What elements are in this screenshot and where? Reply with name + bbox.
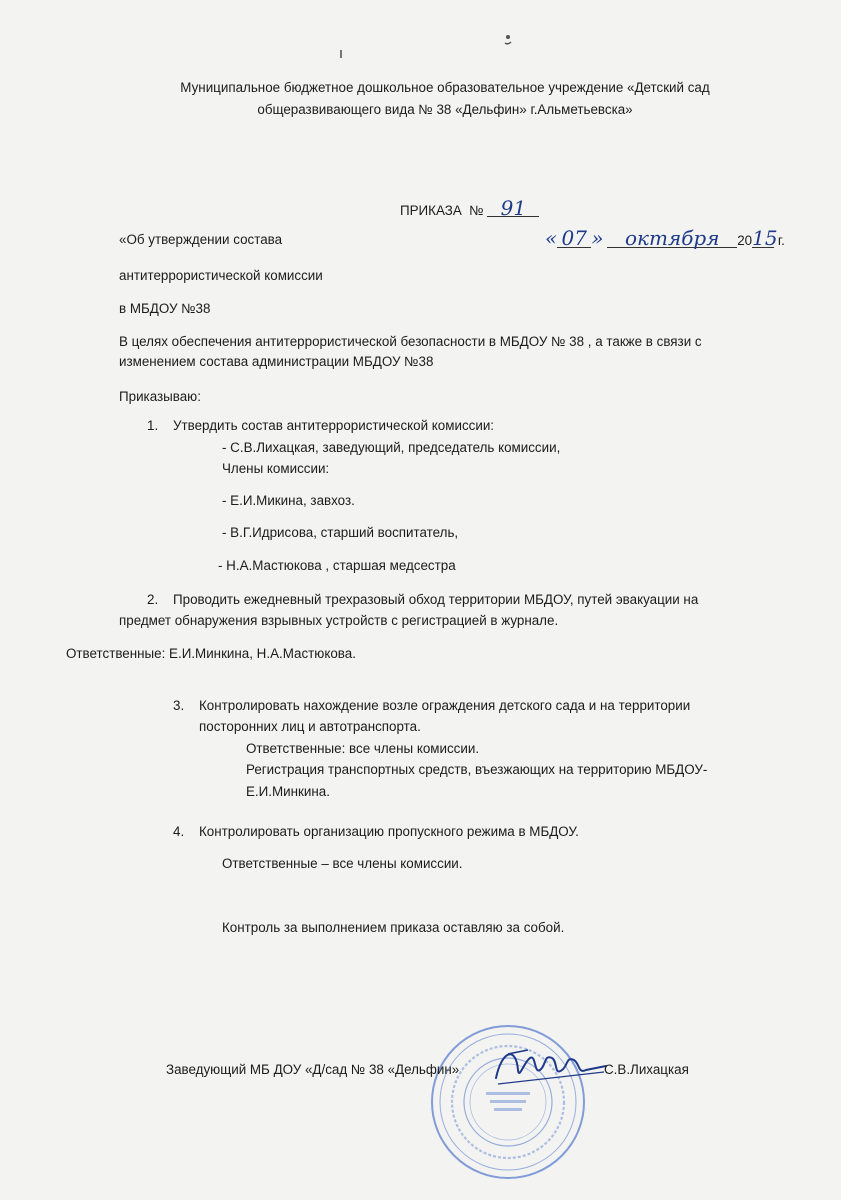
date-year-prefix: 20 xyxy=(737,233,753,248)
item-3-reg-line-2: Е.И.Минкина. xyxy=(246,784,330,799)
date-suffix: г. xyxy=(777,233,785,248)
item-2-responsible: Ответственные: Е.И.Минкина, Н.А.Мастюкова. xyxy=(66,646,356,661)
signature-scribble-icon xyxy=(488,1040,608,1090)
item-4-responsible: Ответственные – все члены комиссии. xyxy=(222,856,463,871)
item-3-line-1: Контролировать нахождение возле ограждения детского сада и на территории xyxy=(199,698,691,713)
order-title: ПРИКАЗА xyxy=(400,203,462,218)
control-statement: Контроль за выполнением приказа оставляю за собой. xyxy=(222,920,565,935)
signature-name: С.В.Лихацкая xyxy=(604,1062,689,1077)
item-1-number: 1. xyxy=(147,418,159,433)
item-4-number: 4. xyxy=(173,824,185,839)
subject-line-3: в МБДОУ №38 xyxy=(119,301,211,316)
item-1-member-1: - Е.И.Микина, завхоз. xyxy=(222,493,355,508)
subject-line-2: антитеррористической комиссии xyxy=(119,268,323,283)
header-line-2: общеразвивающего вида № 38 «Дельфин» г.Альметьевска» xyxy=(257,102,633,117)
item-1-chair: - С.В.Лихацкая, заведующий, председатель комиссии, xyxy=(222,440,561,455)
item-3-responsible: Ответственные: все члены комиссии. xyxy=(246,741,480,756)
header-line-1: Муниципальное бюджетное дошкольное образовательное учреждение «Детский сад xyxy=(180,80,710,95)
date-year-suffix: 15 xyxy=(752,226,778,250)
order-word: Приказываю: xyxy=(119,389,201,404)
item-2-line-2: предмет обнаружения взрывных устройств с регистрацией в журнале. xyxy=(119,613,559,628)
order-title-row xyxy=(400,196,539,220)
subject-line-1: «Об утверждении состава xyxy=(119,232,283,247)
preamble-line-2: изменением состава администрации МБДОУ №38 xyxy=(119,354,434,369)
item-1-member-3: - Н.А.Мастюкова , старшая медсестра xyxy=(218,558,456,573)
scan-dash xyxy=(340,50,342,58)
signature-position: Заведующий МБ ДОУ «Д/сад № 38 «Дельфин» xyxy=(166,1062,460,1077)
order-number: 91 xyxy=(487,200,539,217)
date-month: октября xyxy=(607,229,737,248)
item-2-number: 2. xyxy=(147,592,159,607)
preamble-line-1: В целях обеспечения антитеррористической безопасности в МБДОУ № 38 , а также в связи с xyxy=(119,334,702,349)
item-3-reg-line-1: Регистрация транспортных средств, въезжающих на территорию МБДОУ- xyxy=(246,762,708,777)
item-4-text: Контролировать организацию пропускного режима в МБДОУ. xyxy=(199,824,579,839)
date-open-quote: « xyxy=(545,226,558,250)
date-close-quote: » xyxy=(591,226,604,250)
item-2-line-1: Проводить ежедневный трехразовый обход территории МБДОУ, путей эвакуации на xyxy=(173,592,699,607)
item-3-line-2: посторонних лиц и автотранспорта. xyxy=(199,719,421,734)
item-1-members-label: Члены комиссии: xyxy=(222,461,330,476)
date-day: 07 xyxy=(557,229,591,248)
item-1-member-2: - В.Г.Идрисова, старший воспитатель, xyxy=(222,525,459,540)
order-date xyxy=(545,226,785,250)
order-number-label: № xyxy=(469,203,484,218)
item-3-number: 3. xyxy=(173,698,185,713)
scan-mark-icon xyxy=(503,33,513,45)
item-1-text: Утвердить состав антитеррористической комиссии: xyxy=(173,418,495,433)
